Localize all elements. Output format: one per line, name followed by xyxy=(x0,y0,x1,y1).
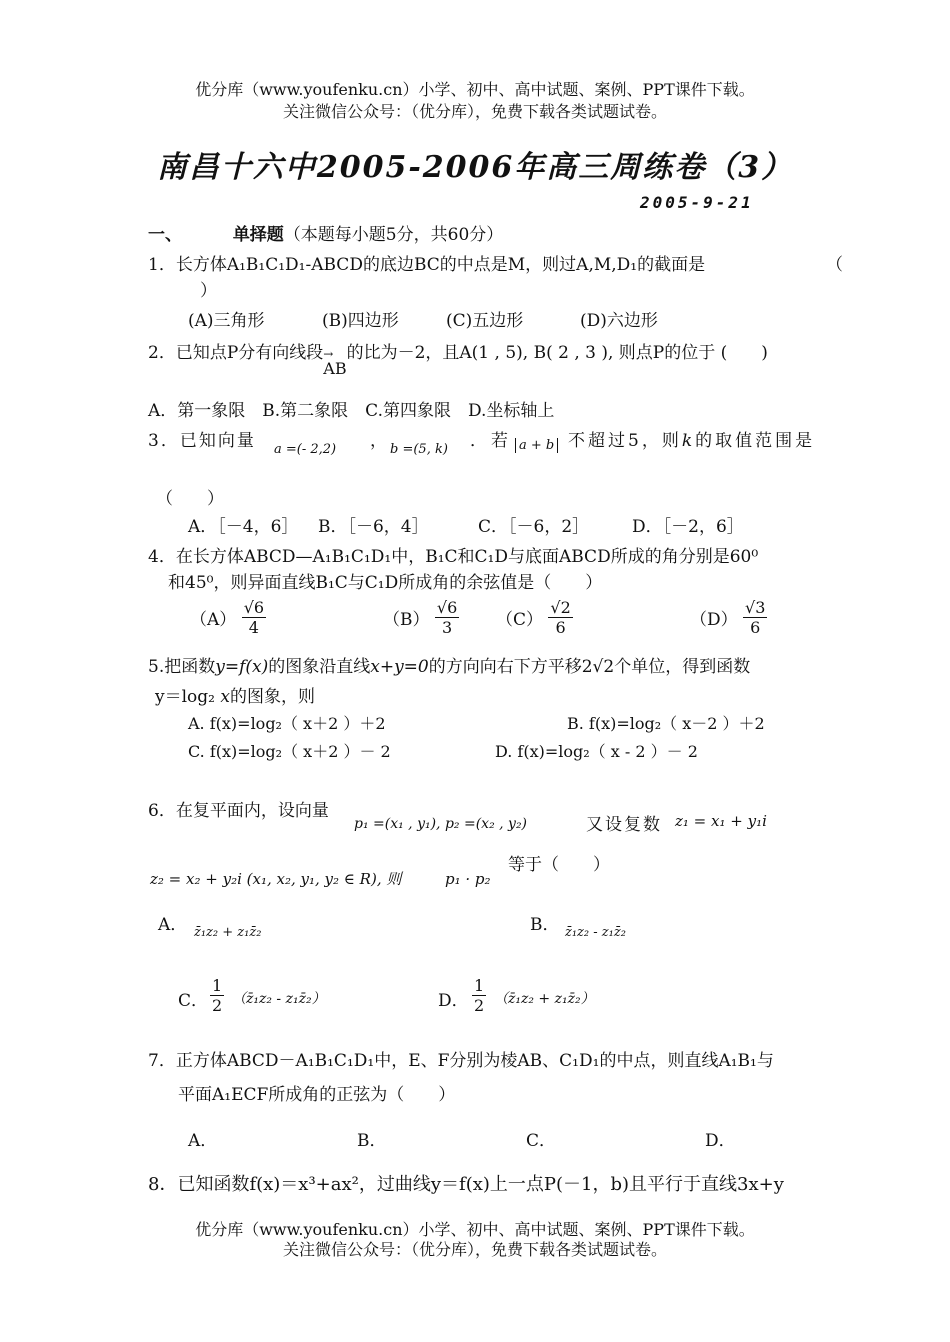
q3-vector-a: a =(- 2,2) xyxy=(274,442,337,457)
section-note: （本题每小题5分，共60分） xyxy=(283,225,504,245)
q4-a-numerator: √6 xyxy=(243,598,265,617)
q7-option-b: B． xyxy=(357,1131,387,1151)
q2-text-a: 2．已知点P分有向线段 xyxy=(148,343,324,363)
q4-option-a xyxy=(190,598,266,637)
q6-option-d: （z̄₁z₂ + z₁z̄₂） xyxy=(494,991,595,1007)
footer-line-2: 关注微信公众号：（优分库），免费下载各类试题试卷。 xyxy=(282,1240,667,1259)
exam-date: 2005-9-21 xyxy=(640,193,754,212)
footer-line-1: 优分库（www.youfenku.cn）小学、初中、高中试题、案例、PPT课件下载。 xyxy=(195,1220,755,1239)
q5-text-a: 5.把函数 xyxy=(148,657,216,677)
q4-c-numerator: √2 xyxy=(550,598,571,617)
page-title: 南昌十六中2005-2006年高三周练卷（3） xyxy=(156,150,794,185)
q5-text-c: 的方向向右下方平移 xyxy=(428,657,582,677)
q6-option-d-label: D． xyxy=(438,991,469,1011)
q3-k: k xyxy=(681,431,696,451)
q1-paren-open: （ xyxy=(826,255,843,275)
q5-shift: 2√2 xyxy=(581,657,615,677)
q1-paren-close: ） xyxy=(200,281,217,301)
q2-vector-ab: → AB xyxy=(323,359,346,378)
q5-log-base: ₂ xyxy=(208,687,215,707)
q7-option-d: D． xyxy=(705,1131,736,1151)
q7-option-c: C． xyxy=(526,1131,557,1151)
q4-option-c xyxy=(496,598,573,637)
q6-option-c-label: C． xyxy=(178,991,209,1011)
q3-text-b: 不超过5，则 xyxy=(568,431,682,451)
q6-option-b-label: B． xyxy=(530,915,560,935)
q6-c-half xyxy=(210,976,224,1015)
header-line-1: 优分库（www.youfenku.cn）小学、初中、高中试题、案例、PPT课件下载。 xyxy=(195,80,755,99)
q5-line-1 xyxy=(148,652,750,677)
q6-option-c: （z̄₁z₂ - z₁z̄₂） xyxy=(232,991,326,1007)
q4-b-denominator: 3 xyxy=(442,618,453,637)
q3-paren: （ ） xyxy=(156,489,224,509)
q3-line xyxy=(568,426,815,451)
q2-options: A．第一象限 B.第二象限 C.第四象限 D.坐标轴上 xyxy=(148,401,555,421)
q5-text-b: 的图象沿直线 xyxy=(268,657,371,677)
q6-z2: z₂ = x₂ + y₂i (x₁, x₂, y₁, y₂ ∈ R), 则 xyxy=(150,870,402,888)
q1-option-c: (C)五边形 xyxy=(446,311,524,331)
header-line-2: 关注微信公众号：（优分库），免费下载各类试题试卷。 xyxy=(282,102,667,121)
q7-option-a: A． xyxy=(188,1131,218,1151)
q4-option-a-fraction xyxy=(242,598,266,637)
q5-text-e: 的图象，则 xyxy=(230,687,315,707)
q8-text: 8．已知函数f(x)＝x³+ax²，过曲线y＝f(x)上一点P(－1，b)且平行于直线3x+y xyxy=(148,1174,784,1195)
q2-text-b: 的比为－2，且A(1 , 5), B( 2 , 3 ), 则点P的位于 ( ) xyxy=(346,343,768,363)
q5-function: y=f(x) xyxy=(215,657,269,677)
q4-option-b-fraction xyxy=(435,598,459,637)
q6-text-c: 等于（ ） xyxy=(508,855,610,875)
q4-option-b xyxy=(383,598,459,637)
q6-d-half-num: 1 xyxy=(474,976,485,995)
q4-d-numerator: √3 xyxy=(745,598,766,617)
q6-option-a: z̄₁z₂ + z₁z̄₂ xyxy=(194,925,262,940)
q1-option-a: (A)三角形 xyxy=(188,311,265,331)
q4-d-denominator: 6 xyxy=(750,618,761,637)
q6-option-a-label: A． xyxy=(158,915,188,935)
q5-text-d: 个单位，得到函数 xyxy=(614,657,751,677)
q1-option-b: (B)四边形 xyxy=(322,311,399,331)
q3-option-b: B．［－6，4］ xyxy=(318,517,429,537)
q6-vectors: p₁ =(x₁ , y₁), p₂ =(x₂ , y₂) xyxy=(354,816,528,832)
q4-c-denominator: 6 xyxy=(555,618,566,637)
q3-option-a: A．［－4，6］ xyxy=(188,517,299,537)
q7-line-2: 平面A₁ECF所成角的正弦为（ ） xyxy=(178,1085,456,1105)
q3-dot: ．若 xyxy=(470,431,512,451)
q5-line-2 xyxy=(155,682,315,707)
q5-option-c: C. f(x)=log₂（ x＋2 ）－ 2 xyxy=(188,742,391,761)
q6-d-half xyxy=(472,976,486,1015)
q4-line-2: 和45⁰，则异面直线B₁C与C₁D所成角的余弦值是（ ） xyxy=(168,573,603,593)
q3-vector-b: b =(5, k) xyxy=(390,442,448,457)
q6-option-d-fraction xyxy=(472,976,486,1015)
q3-text-a: 3．已知向量 xyxy=(148,431,256,451)
q3-option-c: C．［－6，2］ xyxy=(478,517,590,537)
q6-z1: z₁ = x₁ + y₁i xyxy=(675,812,767,830)
q1-text: 1．长方体A₁B₁C₁D₁-ABCD的底边BC的中点是M，则过A,M,D₁的截面是 xyxy=(148,255,706,275)
q4-option-c-label: （C） xyxy=(496,610,544,630)
q5-log-var: x xyxy=(215,687,230,707)
q6-c-half-num: 1 xyxy=(212,976,223,995)
q4-option-d xyxy=(690,598,767,637)
q6-option-b: z̄₁z₂ - z₁z̄₂ xyxy=(565,925,626,940)
q6-dot-product: p₁ · p₂ xyxy=(445,870,491,888)
q6-text-b: 又设复数 xyxy=(586,815,662,835)
q4-a-denominator: 4 xyxy=(248,618,259,637)
q5-option-b: B. f(x)=log₂（ x－2 ）＋2 xyxy=(567,714,765,733)
q6-text-a: 6．在复平面内，设向量 xyxy=(148,801,329,821)
q6-c-half-den: 2 xyxy=(212,996,223,1015)
section-number: 一、 xyxy=(148,225,182,245)
q6-option-c-fraction xyxy=(210,976,224,1015)
q5-option-a: A. f(x)=log₂（ x＋2 ）＋2 xyxy=(188,714,386,733)
q4-option-d-fraction xyxy=(743,598,767,637)
q4-line-1: 4．在长方体ABCD—A₁B₁C₁D₁中，B₁C和C₁D与底面ABCD所成的角分别是60⁰ xyxy=(148,547,759,567)
q3-sep: ， xyxy=(370,431,387,451)
q3-option-d: D．［－2，6］ xyxy=(632,517,744,537)
q4-option-d-label: （D） xyxy=(690,610,738,630)
q3-abs-sum: a + b xyxy=(515,438,558,453)
q4-option-c-fraction xyxy=(548,598,572,637)
q4-b-numerator: √6 xyxy=(436,598,458,617)
q4-option-a-label: （A） xyxy=(190,610,237,630)
q1-option-d: (D)六边形 xyxy=(580,311,658,331)
q5-log: y＝log xyxy=(155,687,209,707)
q5-option-d: D. f(x)=log₂（ x - 2 ）－ 2 xyxy=(495,742,698,761)
q2-line xyxy=(148,338,768,378)
q7-line-1: 7．正方体ABCD－A₁B₁C₁D₁中，E、F分别为棱AB、C₁D₁的中点，则直线A₁B₁与 xyxy=(148,1051,774,1071)
section-heading xyxy=(148,220,503,245)
q5-line-eq: x+y=0 xyxy=(370,657,429,677)
section-name: 单择题 xyxy=(232,225,284,245)
q6-d-half-den: 2 xyxy=(474,996,485,1015)
q3-text-c: 的取值范围是 xyxy=(695,431,816,451)
q4-option-b-label: （B） xyxy=(383,610,430,630)
